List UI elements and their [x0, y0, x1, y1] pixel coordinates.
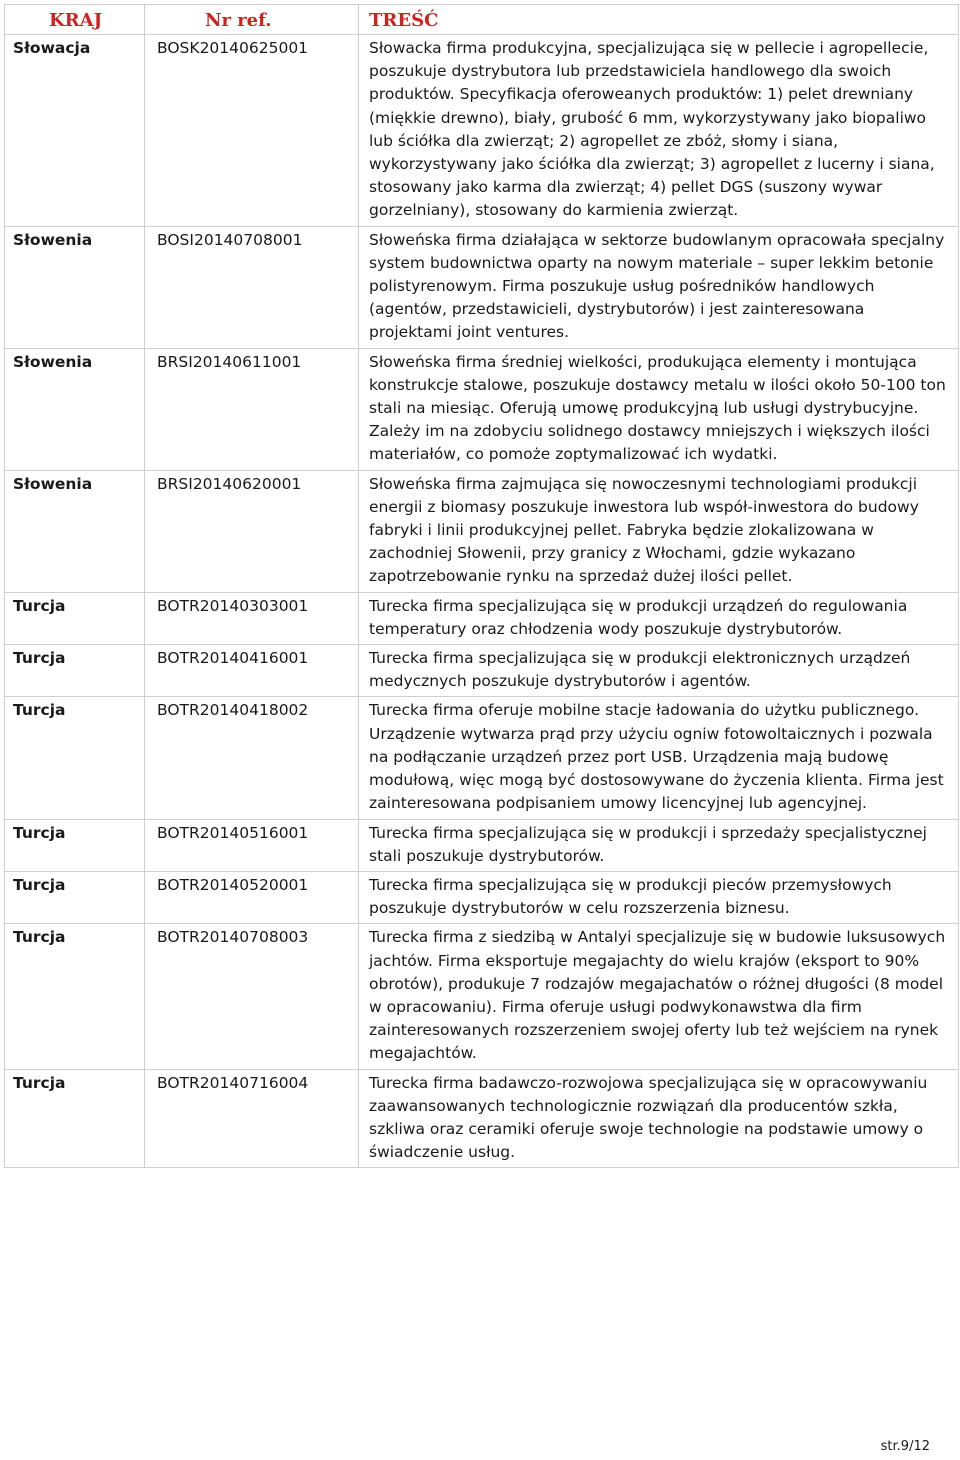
country-cell: Turcja — [5, 819, 145, 871]
ref-cell: BOTR20140416001 — [145, 645, 359, 697]
ref-cell: BOTR20140708003 — [145, 924, 359, 1069]
country-cell: Słowenia — [5, 470, 145, 592]
table-row — [5, 35, 959, 227]
ref-cell: BOTR20140516001 — [145, 819, 359, 871]
header-ref: Nr ref. — [145, 5, 359, 35]
table-row — [5, 1069, 959, 1168]
header-content: TREŚĆ — [359, 5, 959, 35]
table-row — [5, 871, 959, 923]
table-row — [5, 697, 959, 819]
country-cell: Turcja — [5, 1069, 145, 1168]
table-row — [5, 924, 959, 1069]
ref-cell: BOTR20140520001 — [145, 871, 359, 923]
ref-cell: BOSK20140625001 — [145, 35, 359, 227]
header-row — [5, 5, 959, 35]
description-cell: Turecka firma z siedzibą w Antalyi specjalizuje się w budowie luksusowych jachtów. Firma eksportuje megajachty do wielu krajów (eksport to 90% obrotów), produkuje 7 rodzajów megajachatów o różnej długości (8 model w opracowaniu). Firma oferuje usługi podwykonawstwa dla firm zainteresowanych rozszerzeniem swojej oferty lub też wejściem na rynek megajachtów. — [359, 924, 959, 1069]
country-cell: Turcja — [5, 924, 145, 1069]
country-cell: Turcja — [5, 645, 145, 697]
ref-cell: BOSI20140708001 — [145, 226, 359, 348]
country-cell: Turcja — [5, 697, 145, 819]
page-number: str.9/12 — [880, 1439, 930, 1454]
description-cell: Turecka firma specjalizująca się w produkcji urządzeń do regulowania temperatury oraz chłodzenia wody poszukuje dystrybutorów. — [359, 592, 959, 644]
description-cell: Turecka firma specjalizująca się w produkcji i sprzedaży specjalistycznej stali poszukuje dystrybutorów. — [359, 819, 959, 871]
country-cell: Słowenia — [5, 226, 145, 348]
offers-table — [4, 4, 959, 1168]
header-country: KRAJ — [5, 5, 145, 35]
description-cell: Turecka firma specjalizująca się w produkcji elektronicznych urządzeń medycznych poszukuje dystrybutorów i agentów. — [359, 645, 959, 697]
ref-cell: BOTR20140716004 — [145, 1069, 359, 1168]
description-cell: Turecka firma specjalizująca się w produkcji pieców przemysłowych poszukuje dystrybutorów w celu rozszerzenia biznesu. — [359, 871, 959, 923]
ref-cell: BRSI20140620001 — [145, 470, 359, 592]
ref-cell: BOTR20140418002 — [145, 697, 359, 819]
description-cell: Turecka firma oferuje mobilne stacje ładowania do użytku publicznego. Urządzenie wytwarza prąd przy użyciu ogniw fotowoltaicznych i pozwala na podłączanie urządzeń przez port USB. Urządzenia mają budowę modułową, więc mogą być dostosowywane do życzenia klienta. Firma jest zainteresowana podpisaniem umowy licencyjnej lub agencyjnej. — [359, 697, 959, 819]
table-row — [5, 645, 959, 697]
country-cell: Turcja — [5, 871, 145, 923]
table-row — [5, 819, 959, 871]
description-cell: Słoweńska firma działająca w sektorze budowlanym opracowała specjalny system budownictwa oparty na nowym materiale – super lekkim betonie polistyrenowym. Firma poszukuje usług pośredników handlowych (agentów, przedstawicieli, dystrybutorów) i jest zainteresowana projektami joint ventures. — [359, 226, 959, 348]
ref-cell: BRSI20140611001 — [145, 348, 359, 470]
table-row — [5, 470, 959, 592]
description-cell: Turecka firma badawczo-rozwojowa specjalizująca się w opracowywaniu zaawansowanych technologicznie rozwiązań dla producentów szkła, szkliwa oraz ceramiki oferuje swoje technologie na podstawie umowy o świadczenie usług. — [359, 1069, 959, 1168]
description-cell: Słoweńska firma średniej wielkości, produkująca elementy i montująca konstrukcje stalowe, poszukuje dostawcy metalu w ilości około 50-100 ton stali na miesiąc. Oferują umowę produkcyjną lub usługi dystrybucyjne. Zależy im na zdobyciu solidnego dostawcy mniejszych i większych ilości materiałów, co pomoże zoptymalizować ich wydatki. — [359, 348, 959, 470]
table-row — [5, 226, 959, 348]
description-cell: Słowacka firma produkcyjna, specjalizująca się w pellecie i agropellecie, poszukuje dystrybutora lub przedstawiciela handlowego dla swoich produktów. Specyfikacja oferoweanych produktów: 1) pelet drewniany (miękkie drewno), biały, grubość 6 mm, wykorzystywany jako biopaliwo lub ściółka dla zwierząt; 2) agropellet ze zbóż, słomy i siana, wykorzystywany jako ściółka dla zwierząt; 3) agropellet z lucerny i siana, stosowany jako karma dla zwierząt; 4) pellet DGS (suszony wywar gorzelniany), stosowany do karmienia zwierząt. — [359, 35, 959, 227]
table-row — [5, 348, 959, 470]
ref-cell: BOTR20140303001 — [145, 592, 359, 644]
description-cell: Słoweńska firma zajmująca się nowoczesnymi technologiami produkcji energii z biomasy poszukuje inwestora lub współ-inwestora do budowy fabryki i linii produkcyjnej pellet. Fabryka będzie zlokalizowana w zachodniej Słowenii, przy granicy z Włochami, gdzie wykazano zapotrzebowanie rynku na sprzedaż dużej ilości pellet. — [359, 470, 959, 592]
country-cell: Turcja — [5, 592, 145, 644]
table-row — [5, 592, 959, 644]
country-cell: Słowenia — [5, 348, 145, 470]
country-cell: Słowacja — [5, 35, 145, 227]
